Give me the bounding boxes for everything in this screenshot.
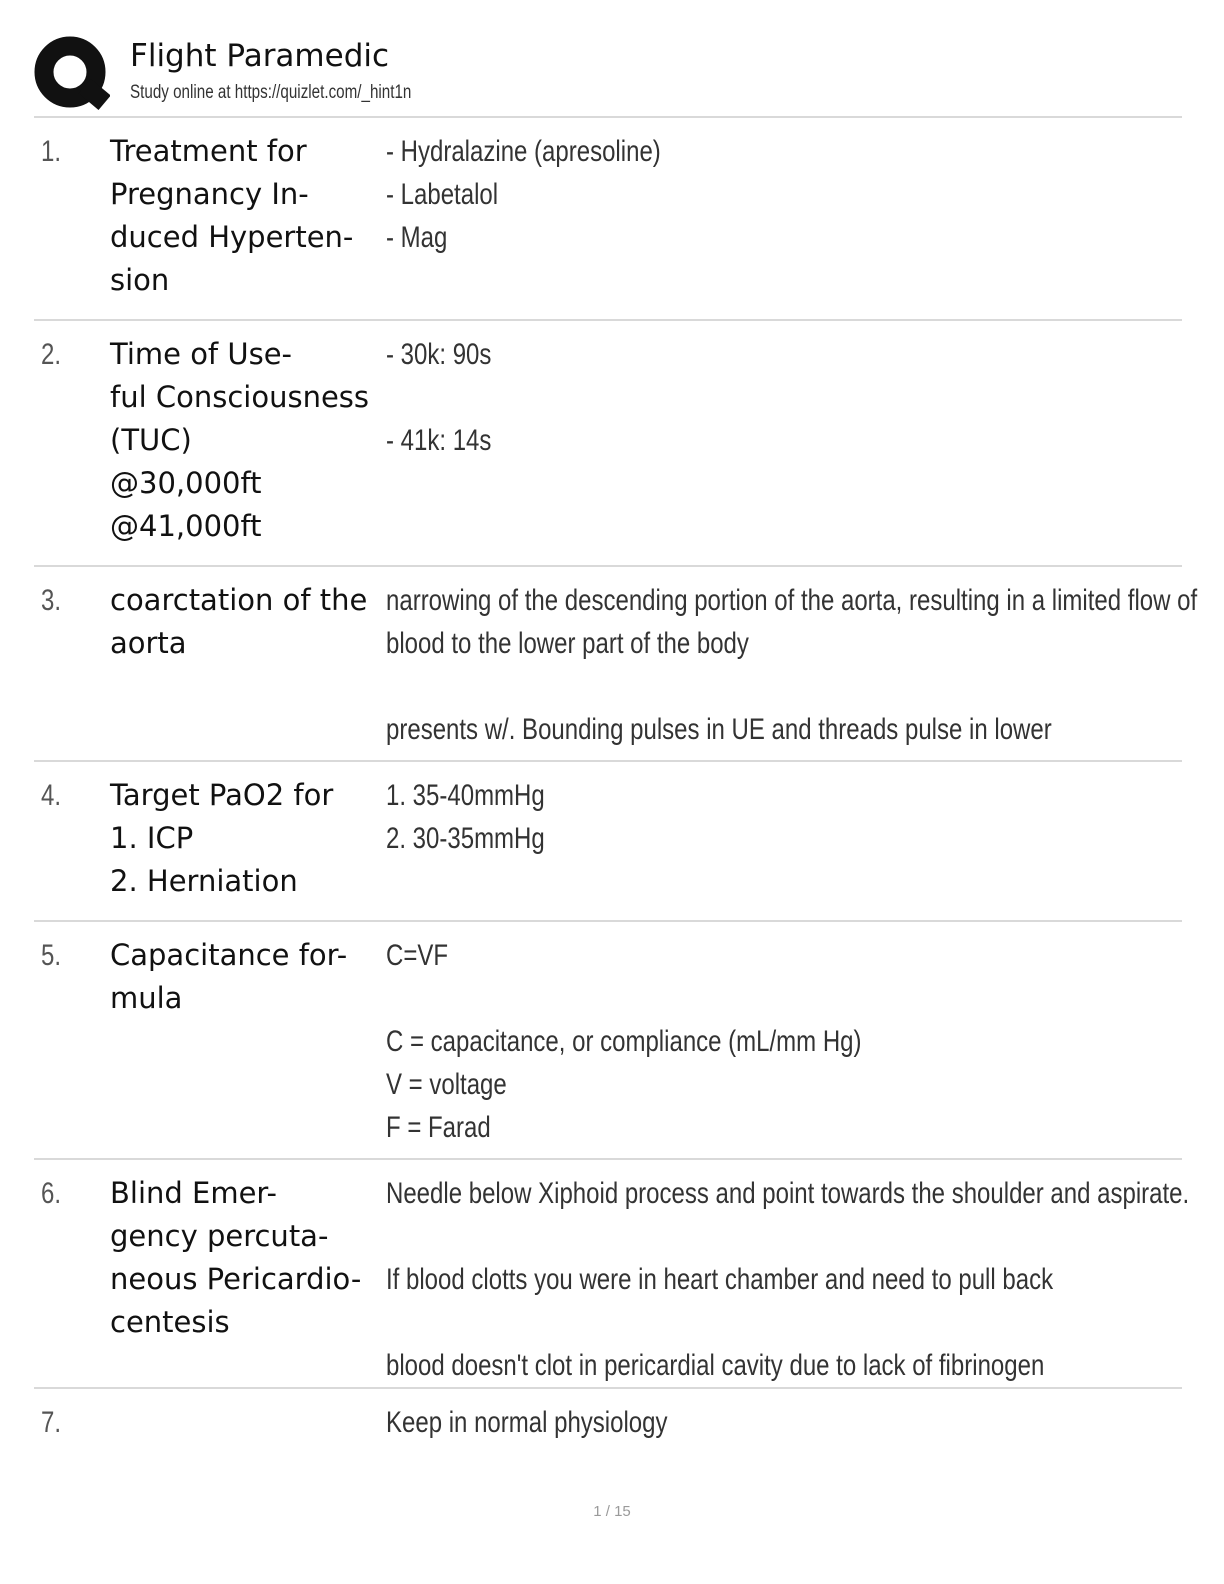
card-term: coarctation of the aorta — [110, 583, 368, 660]
card-number: 5. — [41, 939, 62, 972]
card-number: 6. — [41, 1177, 62, 1210]
card-term: Target PaO2 for 1. ICP 2. Herniation — [110, 778, 334, 898]
divider — [34, 565, 1182, 567]
card-number: 2. — [41, 338, 62, 371]
divider — [34, 1158, 1182, 1160]
card-number: 3. — [41, 584, 62, 617]
card-term: Treatment for Pregnancy In- duced Hyperten- sion — [110, 134, 354, 297]
divider — [34, 116, 1182, 118]
study-online-link[interactable]: Study online at https://quizlet.com/_hint1n — [130, 82, 412, 103]
card-number: 1. — [41, 135, 62, 168]
page-header — [34, 34, 1184, 116]
card-term: Time of Use- ful Consciousness (TUC) @30,000ft @41,000ft — [110, 337, 370, 543]
card-definition: - Hydralazine (apresoline) - Labetalol - Mag — [386, 135, 661, 254]
card-definition: Needle below Xiphoid process and point towards the shoulder and aspirate. If blood clotts you were in heart chamber and need to pull back blood doesn't clot in pericardial cavity due to lack of fibrinogen — [386, 1177, 1190, 1382]
card-term: Capacitance for- mula — [110, 938, 348, 1015]
card-definition: - 30k: 90s - 41k: 14s — [386, 338, 492, 457]
card-number: 4. — [41, 779, 62, 812]
card-definition: Keep in normal physiology — [386, 1406, 668, 1439]
divider — [34, 1387, 1182, 1389]
card-definition: C=VF C = capacitance, or compliance (mL/mm Hg) V = voltage F = Farad — [386, 939, 862, 1144]
divider — [34, 920, 1182, 922]
divider — [34, 319, 1182, 321]
card-number: 7. — [41, 1406, 62, 1439]
card-definition: 1. 35-40mmHg 2. 30-35mmHg — [386, 779, 545, 855]
card-definition: narrowing of the descending portion of the aorta, resulting in a limited flow of blood to the lower part of the body presents w/. Bounding pulses in UE and threads pulse in lower — [386, 584, 1198, 746]
divider — [34, 760, 1182, 762]
page-number: 1 / 15 — [593, 1503, 631, 1520]
card-term: Blind Emer- gency percuta- neous Pericardio- centesis — [110, 1176, 362, 1339]
deck-title: Flight Paramedic — [130, 38, 390, 74]
quizlet-q-logo — [34, 36, 110, 110]
